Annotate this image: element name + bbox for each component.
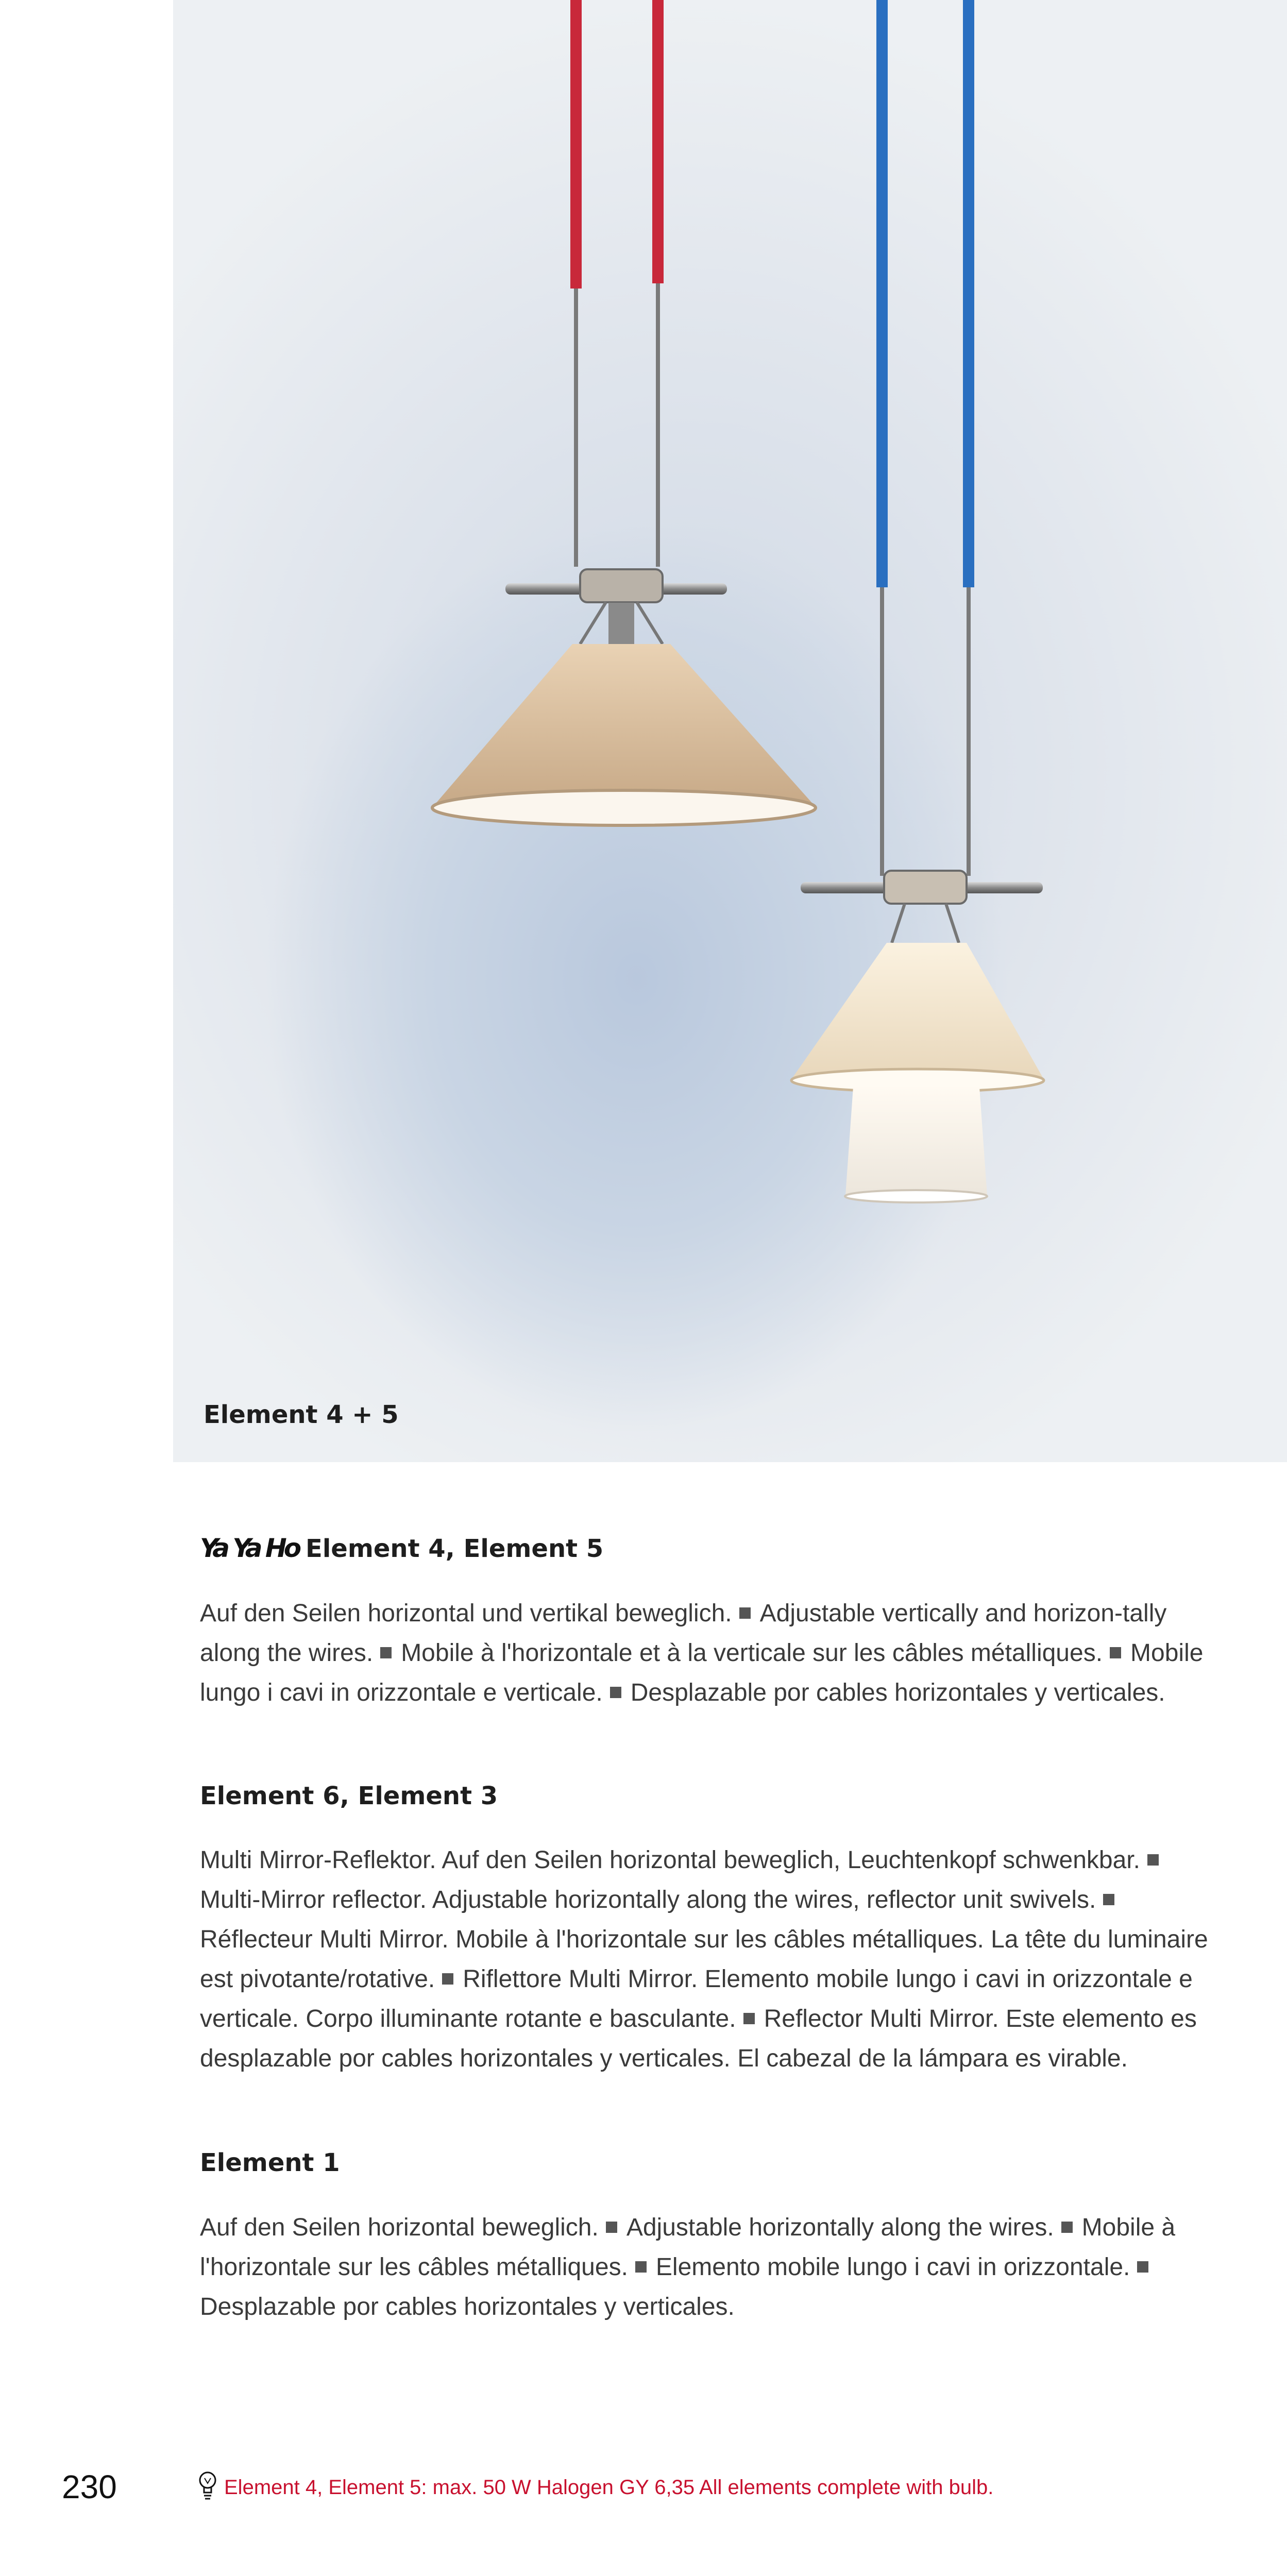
lamp-left-shade [433, 644, 815, 806]
section-paragraph-element-4-5: Auf den Seilen horizontal und vertikal beweglich. Adjustable vertically and horizon-tally along the wires. Mobile à l'horizontale et à la verticale sur les câbles métalliques. Mobile lungo i cavi in orizzontale e verticale. Desplazable por cables horizontales y verticales. [200, 1600, 1204, 1706]
square-bullet-icon [606, 2222, 617, 2233]
section-heading-element-1 [200, 2148, 340, 2177]
square-bullet-icon [1110, 1647, 1121, 1658]
footer-note [198, 2471, 993, 2504]
lamp-right-lower-shade [845, 1087, 987, 1195]
photo-caption: Element 4 + 5 [204, 1400, 399, 1429]
blue-cable-right [963, 0, 974, 587]
section-heading-element-4-5 [200, 1533, 603, 1563]
red-cable-left [570, 0, 582, 289]
square-bullet-icon [1137, 2261, 1148, 2273]
lamp-left [432, 0, 816, 825]
section-title: Element 4, Element 5 [306, 1534, 604, 1563]
square-bullet-icon [1061, 2222, 1073, 2233]
section-paragraph-element-6-3: Multi Mirror-Reflektor. Auf den Seilen horizontal beweglich, Leuchtenkopf schwenkbar.Multi-Mirror reflector. Adjustable horizontally along the wires, reflector unit swivels.Réflecteur Multi Mirror. Mobile à l'horizontale sur les câbles métalliques. La tête du luminaire est pivotante/rotative. Riflettore Multi Mirror. Elemento mobile lungo i cavi in orizzontale e verticale. Corpo illuminante rotante e basculante. Reflector Multi Mirror. Este elemento es desplazable por cables horizontales y verticales. El cabezal de la lámpara es virable. [200, 1846, 1208, 2072]
square-bullet-icon [380, 1647, 392, 1658]
section-title: Element 6, Element 3 [200, 1782, 498, 1810]
product-photo [173, 0, 1287, 1462]
brand-logo-text: Ya Ya Ho [200, 1533, 299, 1563]
lamp-right [791, 0, 1044, 1202]
section-title: Element 1 [200, 2148, 340, 2177]
section-paragraph-element-1: Auf den Seilen horizontal beweglich. Adjustable horizontally along the wires. Mobile à l'horizontale sur les câbles métalliques. Elemento mobile lungo i cavi in orizzontale.Desplazable por cables horizontales y verticales. [200, 2214, 1176, 2320]
square-bullet-icon [739, 1607, 751, 1619]
square-bullet-icon [610, 1687, 621, 1698]
square-bullet-icon [635, 2261, 647, 2273]
footer-note-text: Element 4, Element 5: max. 50 W Halogen GY 6,35 All elements complete with bulb. [224, 2476, 994, 2499]
square-bullet-icon [1103, 1894, 1114, 1905]
pendant-lamps-illustration [173, 0, 1287, 1462]
page-number: 230 [62, 2468, 117, 2505]
square-bullet-icon [743, 2013, 755, 2024]
square-bullet-icon [442, 1973, 453, 1985]
red-cable-right [652, 0, 664, 283]
section-heading-element-6-3 [200, 1782, 498, 1810]
blue-cable-left [876, 0, 888, 587]
square-bullet-icon [1147, 1854, 1159, 1866]
lamp-right-upper-shade [791, 943, 1044, 1079]
bulb-icon [198, 2471, 217, 2504]
